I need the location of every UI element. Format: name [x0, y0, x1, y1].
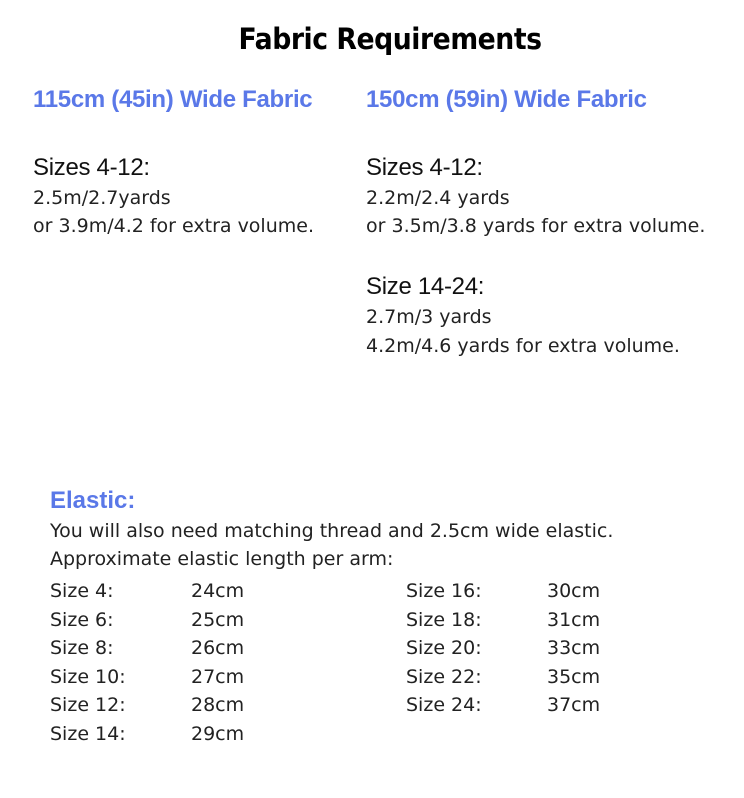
elastic-length: 35cm — [547, 665, 601, 688]
fabric-150cm-sizes-4-12-line-2: or 3.5m/3.8 yards for extra volume. — [366, 215, 706, 237]
fabric-150cm-size-14-24-heading: Size 14-24: — [366, 273, 485, 300]
elastic-length: 31cm — [547, 608, 601, 631]
elastic-length: 25cm — [191, 608, 245, 631]
fabric-115cm-sizes-4-12-line-1: 2.5m/2.7yards — [33, 187, 171, 209]
fabric-150cm-heading: 150cm (59in) Wide Fabric — [366, 86, 647, 113]
elastic-length: 30cm — [547, 580, 601, 602]
elastic-length: 29cm — [191, 722, 245, 745]
elastic-length: 27cm — [191, 665, 245, 688]
fabric-150cm-size-14-24-line-2: 4.2m/4.6 yards for extra volume. — [366, 335, 680, 357]
elastic-length: 24cm — [191, 580, 245, 602]
elastic-size: Size 10: — [50, 665, 126, 688]
fabric-150cm-sizes-4-12-line-1: 2.2m/2.4 yards — [366, 187, 510, 209]
elastic-size: Size 12: — [50, 694, 126, 717]
elastic-description: You will also need matching thread and 2.5cm wide elastic. — [50, 520, 614, 542]
elastic-size: Size 8: — [50, 637, 114, 660]
elastic-size: Size 16: — [406, 580, 482, 602]
elastic-size: Size 14: — [50, 722, 126, 745]
elastic-length: 26cm — [191, 637, 245, 660]
page-title: Fabric Requirements — [238, 22, 542, 56]
elastic-heading: Elastic: — [50, 487, 136, 514]
fabric-115cm-sizes-4-12-heading: Sizes 4-12: — [33, 154, 150, 181]
elastic-size: Size 20: — [406, 637, 482, 660]
fabric-150cm-sizes-4-12-heading: Sizes 4-12: — [366, 154, 483, 181]
elastic-size: Size 22: — [406, 665, 482, 688]
elastic-size: Size 18: — [406, 608, 482, 631]
elastic-length-intro: Approximate elastic length per arm: — [50, 548, 394, 570]
fabric-150cm-size-14-24-line-1: 2.7m/3 yards — [366, 306, 492, 328]
fabric-115cm-sizes-4-12-line-2: or 3.9m/4.2 for extra volume. — [33, 215, 314, 237]
elastic-length: 37cm — [547, 694, 601, 717]
elastic-size: Size 4: — [50, 580, 114, 602]
elastic-length: 33cm — [547, 637, 601, 660]
elastic-size: Size 24: — [406, 694, 482, 717]
fabric-115cm-heading: 115cm (45in) Wide Fabric — [33, 86, 313, 113]
elastic-size: Size 6: — [50, 608, 114, 631]
elastic-length: 28cm — [191, 694, 245, 717]
